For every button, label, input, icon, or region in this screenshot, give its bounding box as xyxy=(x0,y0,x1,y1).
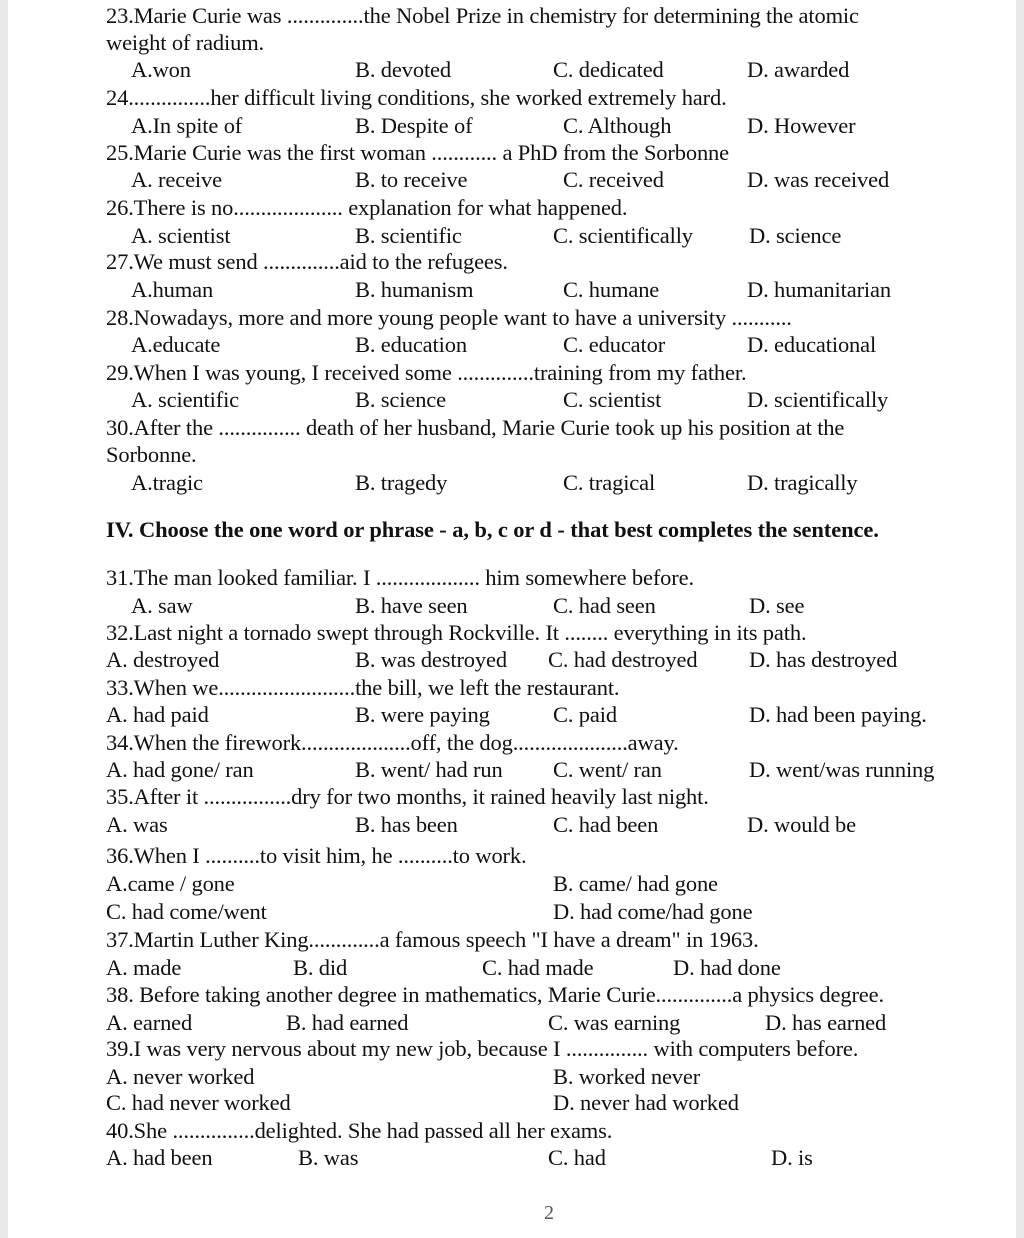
question-37-stem: 37.Martin Luther King.............a famous speech "I have a dream" in 1963. xyxy=(106,927,759,952)
question-32-stem: 32.Last night a tornado swept through Rockville. It ........ everything in its path. xyxy=(106,620,807,645)
question-39-stem: 39.I was very nervous about my new job, because I ............... with computers before. xyxy=(106,1036,859,1061)
question-24-option-b: B. Despite of xyxy=(355,113,473,138)
question-33-option-b: B. were paying xyxy=(355,702,490,727)
question-38-option-a: A. earned xyxy=(106,1010,193,1035)
question-27-stem: 27.We must send ..............aid to the refugees. xyxy=(106,249,508,274)
question-25-option-b: B. to receive xyxy=(355,167,468,192)
question-30-option-b: B. tragedy xyxy=(355,470,448,495)
question-24-stem: 24...............her difficult living conditions, she worked extremely hard. xyxy=(106,85,727,110)
question-28-option-c: C. educator xyxy=(563,332,666,357)
question-36-option-a: A.came / gone xyxy=(106,871,235,896)
question-30-stem-cont: Sorbonne. xyxy=(106,442,197,467)
question-33-option-d: D. had been paying. xyxy=(749,702,927,727)
question-34-option-a: A. had gone/ ran xyxy=(106,757,254,782)
question-33-stem: 33.When we.........................the bill, we left the restaurant. xyxy=(106,675,620,700)
question-35-option-c: C. had been xyxy=(553,812,659,837)
question-40-stem: 40.She ...............delighted. She had passed all her exams. xyxy=(106,1118,613,1143)
question-27-option-b: B. humanism xyxy=(355,277,474,302)
question-29-option-a: A. scientific xyxy=(131,387,240,412)
question-29-option-d: D. scientifically xyxy=(747,387,889,412)
question-25-stem: 25.Marie Curie was the first woman ............ a PhD from the Sorbonne xyxy=(106,140,729,165)
question-35-option-d: D. would be xyxy=(747,812,856,837)
question-26-option-b: B. scientific xyxy=(355,223,462,248)
question-36-stem: 36.When I ..........to visit him, he ..........to work. xyxy=(106,843,527,868)
question-23-option-d: D. awarded xyxy=(747,57,850,82)
question-31-option-b: B. have seen xyxy=(355,593,468,618)
question-40-option-d: D. is xyxy=(771,1145,813,1170)
question-32-option-b: B. was destroyed xyxy=(355,647,507,672)
question-38-option-d: D. has earned xyxy=(765,1010,887,1035)
question-23-stem-cont: weight of radium. xyxy=(106,30,265,55)
question-28-option-b: B. education xyxy=(355,332,467,357)
question-35-option-a: A. was xyxy=(106,812,168,837)
question-34-option-c: C. went/ ran xyxy=(553,757,662,782)
question-38-option-b: B. had earned xyxy=(286,1010,409,1035)
question-39-option-c: C. had never worked xyxy=(106,1090,291,1115)
question-31-stem: 31.The man looked familiar. I ................... him somewhere before. xyxy=(106,565,694,590)
question-25-option-a: A. receive xyxy=(131,167,222,192)
question-23-option-c: C. dedicated xyxy=(553,57,664,82)
question-32-option-a: A. destroyed xyxy=(106,647,220,672)
question-32-option-d: D. has destroyed xyxy=(749,647,898,672)
question-23-stem: 23.Marie Curie was ..............the Nobel Prize in chemistry for determining the atomic xyxy=(106,3,859,28)
question-24-option-a: A.In spite of xyxy=(131,113,243,138)
worksheet-page xyxy=(8,0,1016,1238)
question-33-option-c: C. paid xyxy=(553,702,617,727)
question-37-option-d: D. had done xyxy=(673,955,781,980)
question-29-option-c: C. scientist xyxy=(563,387,662,412)
question-30-stem: 30.After the ............... death of her husband, Marie Curie took up his position at the xyxy=(106,415,845,440)
question-30-option-a: A.tragic xyxy=(131,470,203,495)
question-24-option-d: D. However xyxy=(747,113,856,138)
question-40-option-c: C. had xyxy=(548,1145,606,1170)
question-40-option-b: B. was xyxy=(298,1145,359,1170)
question-25-option-c: C. received xyxy=(563,167,664,192)
question-28-option-d: D. educational xyxy=(747,332,877,357)
question-32-option-c: C. had destroyed xyxy=(548,647,698,672)
question-28-stem: 28.Nowadays, more and more young people want to have a university ........... xyxy=(106,305,792,330)
question-25-option-d: D. was received xyxy=(747,167,890,192)
question-40-option-a: A. had been xyxy=(106,1145,213,1170)
question-38-stem: 38. Before taking another degree in mathematics, Marie Curie..............a physics degree. xyxy=(106,982,884,1007)
question-26-option-a: A. scientist xyxy=(131,223,231,248)
question-31-option-d: D. see xyxy=(749,593,805,618)
question-23-option-a: A.won xyxy=(131,57,191,82)
question-37-option-b: B. did xyxy=(293,955,348,980)
question-34-stem: 34.When the firework....................off, the dog.....................away. xyxy=(106,730,679,755)
section-heading: IV. Choose the one word or phrase - a, b, c or d - that best completes the sentence. xyxy=(106,517,879,542)
question-26-option-c: C. scientifically xyxy=(553,223,693,248)
question-31-option-a: A. saw xyxy=(131,593,193,618)
question-38-option-c: C. was earning xyxy=(548,1010,681,1035)
question-36-option-d: D. had come/had gone xyxy=(553,899,753,924)
question-35-stem: 35.After it ................dry for two months, it rained heavily last night. xyxy=(106,784,709,809)
question-27-option-a: A.human xyxy=(131,277,214,302)
question-30-option-c: C. tragical xyxy=(563,470,656,495)
question-39-option-a: A. never worked xyxy=(106,1064,255,1089)
question-36-option-b: B. came/ had gone xyxy=(553,871,718,896)
question-36-option-c: C. had come/went xyxy=(106,899,267,924)
question-26-stem: 26.There is no.................... explanation for what happened. xyxy=(106,195,628,220)
page-number: 2 xyxy=(544,1202,554,1224)
question-37-option-a: A. made xyxy=(106,955,182,980)
question-26-option-d: D. science xyxy=(749,223,842,248)
question-29-stem: 29.When I was young, I received some ..............training from my father. xyxy=(106,360,747,385)
question-31-option-c: C. had seen xyxy=(553,593,656,618)
question-29-option-b: B. science xyxy=(355,387,446,412)
question-33-option-a: A. had paid xyxy=(106,702,209,727)
question-39-option-d: D. never had worked xyxy=(553,1090,739,1115)
question-24-option-c: C. Although xyxy=(563,113,672,138)
question-27-option-c: C. humane xyxy=(563,277,660,302)
question-37-option-c: C. had made xyxy=(482,955,594,980)
question-23-option-b: B. devoted xyxy=(355,57,451,82)
question-34-option-d: D. went/was running xyxy=(749,757,935,782)
question-28-option-a: A.educate xyxy=(131,332,221,357)
question-39-option-b: B. worked never xyxy=(553,1064,701,1089)
question-30-option-d: D. tragically xyxy=(747,470,858,495)
question-34-option-b: B. went/ had run xyxy=(355,757,503,782)
question-27-option-d: D. humanitarian xyxy=(747,277,891,302)
question-35-option-b: B. has been xyxy=(355,812,458,837)
